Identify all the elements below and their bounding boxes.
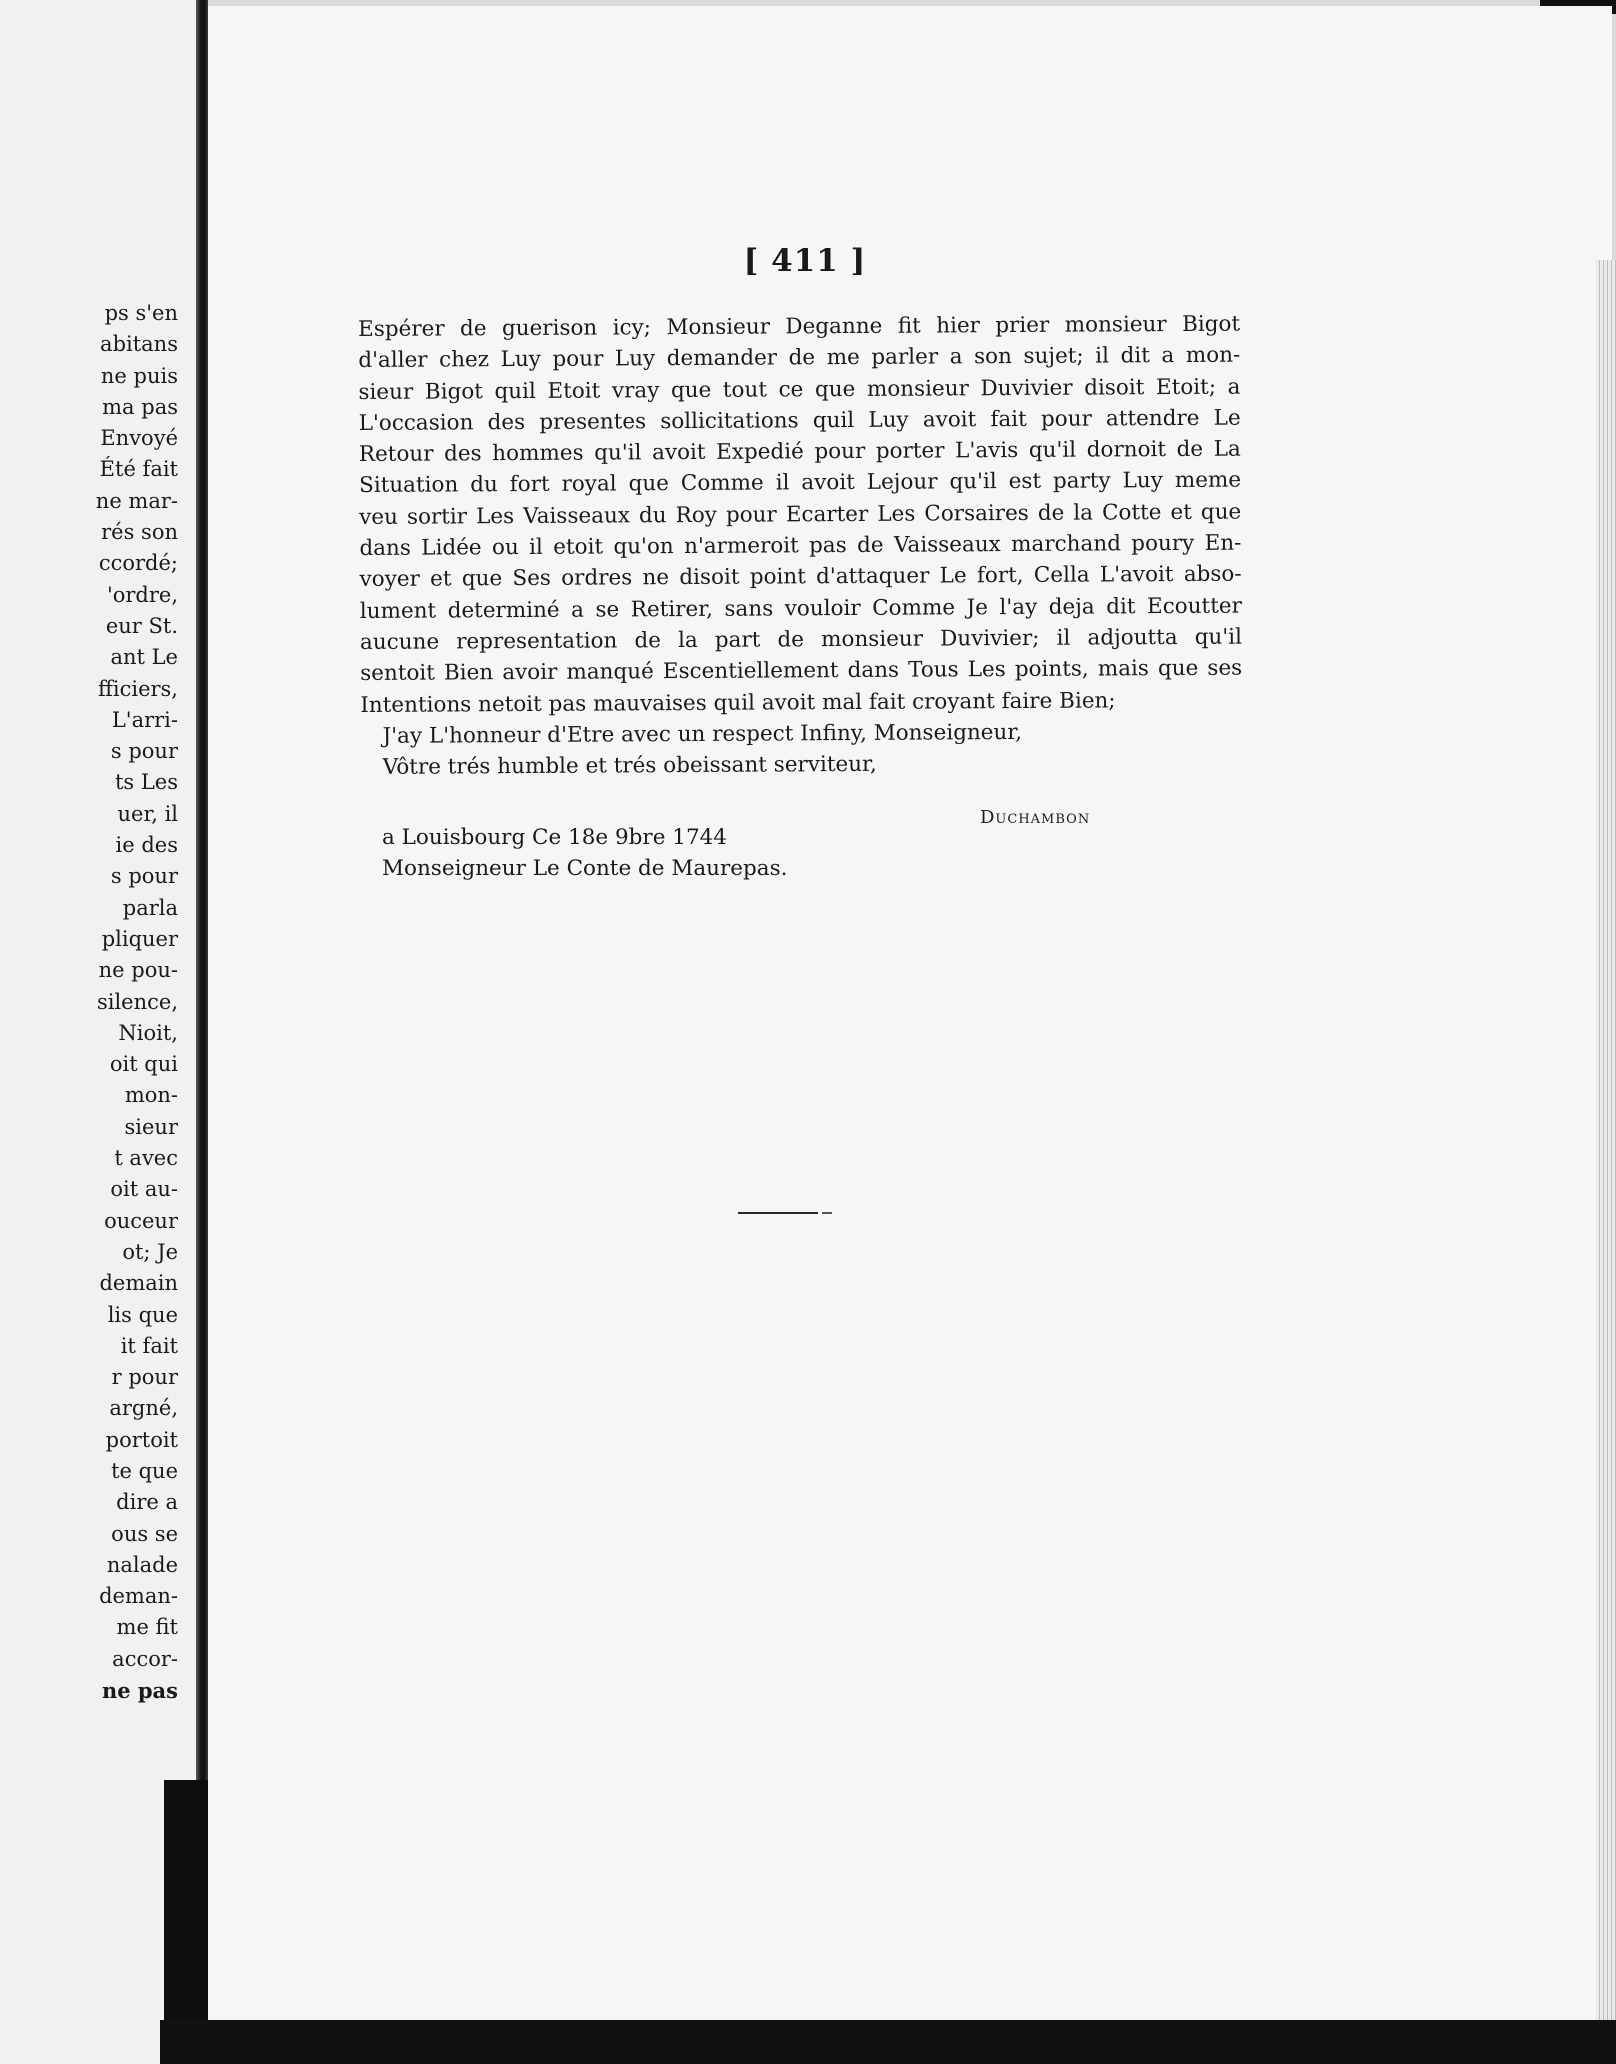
end-rule: [738, 1212, 818, 1214]
left-page-line: Été fait: [99, 457, 178, 482]
left-page-line: ps s'en: [104, 301, 178, 325]
body-line: sieur Bigot quil Etoit vray que tout ce que monsieur Duvivier disoit Etoit; a: [358, 374, 1241, 405]
left-page-text-fragments: [0, 298, 178, 1706]
left-page-line: ccordé;: [98, 551, 178, 576]
left-page-line: ous se: [111, 1521, 178, 1546]
left-page-line: oit qui: [109, 1052, 178, 1077]
left-page-line: ne pou-: [98, 958, 178, 983]
closing-line: Vôtre trés humble et trés obeissant serviteur,: [382, 751, 877, 781]
scan-border-bottom: [160, 2020, 1616, 2064]
left-page-line: lis que: [107, 1302, 178, 1327]
left-page-line: deman-: [99, 1584, 178, 1609]
left-page-line: 'ordre,: [106, 582, 178, 607]
left-page-line: rés son: [101, 520, 178, 545]
left-facing-page: [0, 0, 196, 2064]
body-line: lument determiné a se Retirer, sans vouloir Comme Je l'ay deja dit Ecoutter: [359, 593, 1242, 624]
body-line: Espérer de guerison icy; Monsieur Deganne fit hier prier monsieur Bigot: [358, 311, 1241, 342]
left-page-line: demain: [99, 1271, 178, 1296]
left-page-line: it fait: [120, 1333, 178, 1358]
left-page-line: ne puis: [100, 363, 178, 388]
left-page-line: ot; Je: [122, 1239, 178, 1264]
left-page-line: dire a: [116, 1490, 178, 1515]
left-page-line: ne pas: [101, 1678, 178, 1704]
body-line: L'occasion des presentes sollicitations quil Luy avoit fait pour attendre Le: [358, 405, 1241, 436]
left-page-line: silence,: [96, 989, 178, 1014]
body-line: d'aller chez Luy pour Luy demander de me parler a son sujet; il dit a mon-: [358, 342, 1241, 374]
letter-footer: [382, 822, 787, 885]
left-page-line: parla: [122, 895, 178, 920]
left-page-line: nalade: [106, 1552, 178, 1577]
left-page-line: accor-: [112, 1646, 178, 1671]
left-page-line: Envoyé: [100, 426, 178, 451]
signature: Duchambon: [980, 807, 1091, 828]
letter-body: [358, 309, 1243, 784]
body-line: Retour des hommes qu'il avoit Expedié pour porter L'avis qu'il dornoit de La: [358, 436, 1241, 468]
body-line: Situation du fort royal que Comme il avoit Lejour qu'il est party Luy meme: [358, 468, 1242, 499]
left-page-line: s pour: [110, 864, 178, 889]
page-stack-edge: [1596, 260, 1616, 2020]
left-page-line: fficiers,: [97, 676, 178, 701]
body-line: veu sortir Les Vaisseaux du Roy pour Ecarter Les Corsaires de la Cotte et que: [359, 499, 1242, 530]
body-line: voyer et que Ses ordres ne disoit point d'attaquer Le fort, Cella L'avoit abso-: [359, 561, 1242, 593]
left-page-line: mon-: [124, 1083, 178, 1108]
addressee: Monseigneur Le Conte de Maurepas.: [382, 856, 788, 882]
left-page-line: ouceur: [104, 1208, 178, 1233]
left-page-line: s pour: [110, 739, 178, 764]
right-page: [208, 6, 1612, 2020]
book-gutter: [196, 0, 208, 2064]
left-page-line: ts Les: [114, 770, 178, 795]
left-page-line: ne mar-: [95, 488, 178, 513]
body-line: Intentions netoit pas mauvaises quil avoit mal fait croyant faire Bien;: [360, 687, 1116, 718]
left-page-line: eur St.: [105, 613, 178, 638]
left-page-line: ie des: [115, 833, 178, 858]
place-date: a Louisbourg Ce 18e 9bre 1744: [382, 825, 727, 850]
left-page-line: sieur: [124, 1114, 178, 1139]
left-page-line: me fit: [116, 1615, 178, 1640]
left-page-line: portoit: [105, 1427, 178, 1452]
left-page-line: ma pas: [102, 394, 178, 419]
left-page-line: pliquer: [101, 926, 178, 951]
left-page-line: r pour: [111, 1365, 178, 1390]
left-page-line: oit au-: [110, 1177, 178, 1202]
body-line: sentoit Bien avoir manqué Escentiellement dans Tous Les points, mais que ses: [360, 655, 1243, 687]
closing-line: J'ay L'honneur d'Etre avec un respect Infiny, Monseigneur,: [382, 719, 1023, 749]
left-page-line: uer, il: [117, 801, 178, 826]
page-number: [ 411 ]: [743, 243, 867, 279]
left-page-line: argné,: [109, 1396, 178, 1421]
end-rule-tail: [822, 1212, 832, 1214]
body-line: dans Lidée ou il etoit qu'on n'armeroit pas de Vaisseaux marchand poury En-: [359, 530, 1242, 562]
left-page-line: t avec: [114, 1146, 178, 1171]
left-page-line: Nioit,: [118, 1020, 178, 1045]
left-page-line: L'arri-: [111, 707, 178, 732]
left-page-line: ant Le: [110, 645, 178, 670]
left-page-line: abitans: [100, 332, 178, 357]
body-line: aucune representation de la part de monsieur Duvivier; il adjoutta qu'il: [359, 624, 1243, 655]
left-page-line: te que: [111, 1458, 178, 1483]
